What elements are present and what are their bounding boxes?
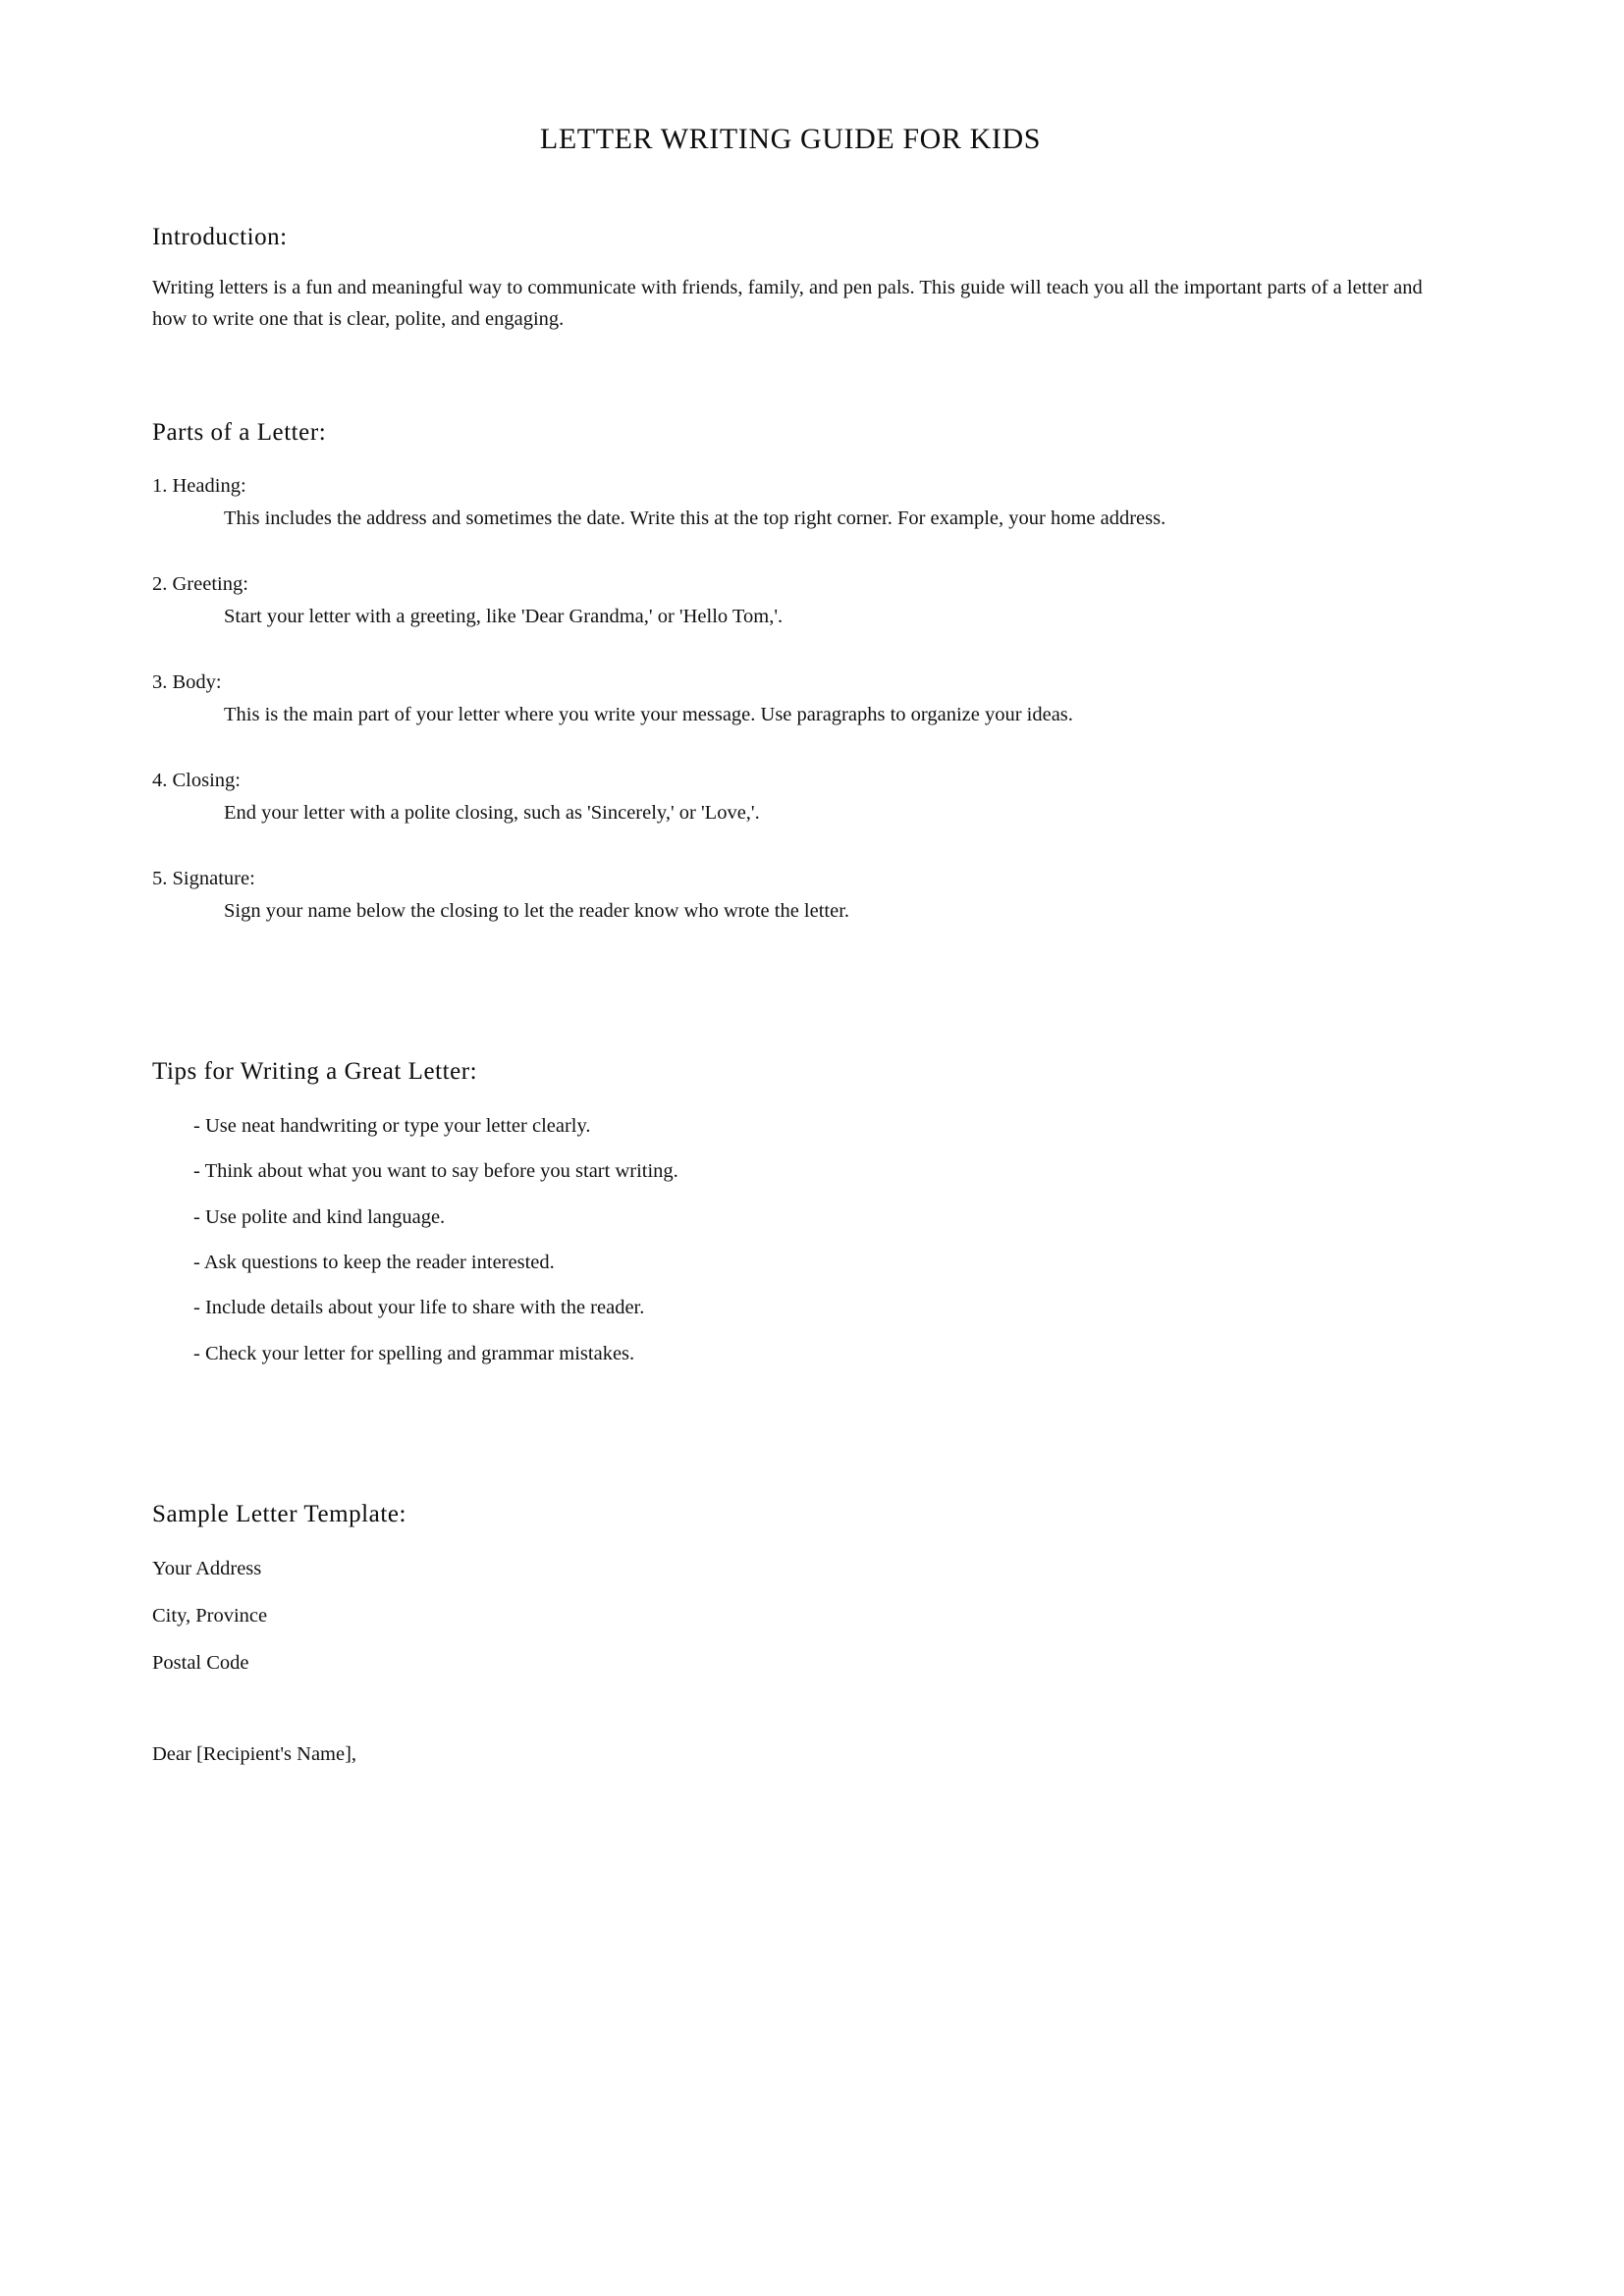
spacer xyxy=(152,1089,1429,1110)
spacer xyxy=(152,450,1429,471)
list-item: - Think about what you want to say before you start writing. xyxy=(193,1160,678,1183)
template-address-line: City, Province xyxy=(152,1605,268,1628)
part-description: Start your letter with a greeting, like 'Dear Grandma,' or 'Hello Tom,'. xyxy=(224,605,784,627)
part-label: 1. Heading: xyxy=(152,474,246,497)
list-item xyxy=(152,471,1429,534)
parts-of-a-letter-heading: Parts of a Letter: xyxy=(152,419,327,447)
part-label: 5. Signature: xyxy=(152,868,255,890)
list-item: - Check your letter for spelling and grammar mistakes. xyxy=(193,1342,635,1364)
section-introduction xyxy=(152,222,1429,335)
introduction-paragraph: Writing letters is a fun and meaningful way to communicate with friends, family, and pen pals. This guide will teach you all the important parts of a letter and how to write one that is clear, polite, and engaging. xyxy=(152,276,1423,330)
part-description: This is the main part of your letter where you write your message. Use paragraphs to organize your ideas. xyxy=(224,703,1073,725)
list-item xyxy=(152,766,1429,828)
section-sample-letter-template xyxy=(152,1499,1429,1770)
section-tips xyxy=(152,1056,1429,1369)
page-title: LETTER WRITING GUIDE FOR KIDS xyxy=(539,123,1042,155)
spacer xyxy=(152,157,1429,222)
spacer xyxy=(152,335,1429,417)
list-item: - Use neat handwriting or type your letter clearly. xyxy=(193,1114,591,1137)
template-salutation: Dear [Recipient's Name], xyxy=(152,1742,357,1765)
part-label: 4. Closing: xyxy=(152,770,241,792)
spacer xyxy=(152,927,1429,1056)
document-content xyxy=(152,0,1429,1786)
section-parts-of-a-letter xyxy=(152,417,1429,927)
list-item: - Use polite and kind language. xyxy=(193,1205,446,1228)
template-address-line: Postal Code xyxy=(152,1652,249,1675)
list-item xyxy=(152,667,1429,730)
part-label: 3. Body: xyxy=(152,671,222,694)
parts-list xyxy=(152,471,1429,928)
introduction-heading: Introduction: xyxy=(152,224,288,250)
spacer xyxy=(152,1531,1429,1553)
spacer xyxy=(152,254,1429,272)
part-description: Sign your name below the closing to let the reader know who wrote the letter. xyxy=(224,900,850,923)
sample-letter-template-heading: Sample Letter Template: xyxy=(152,1501,406,1528)
spacer xyxy=(152,1369,1429,1499)
tips-heading: Tips for Writing a Great Letter: xyxy=(152,1058,478,1086)
list-item xyxy=(152,569,1429,632)
list-item: - Ask questions to keep the reader interested. xyxy=(193,1252,555,1274)
part-label: 2. Greeting: xyxy=(152,572,248,595)
list-item: - Include details about your life to share with the reader. xyxy=(193,1297,645,1319)
template-address-line: Your Address xyxy=(152,1557,262,1579)
part-description: This includes the address and sometimes the date. Write this at the top right corner. For example, your home address. xyxy=(224,507,1166,529)
tips-list xyxy=(152,1110,1429,1369)
list-item xyxy=(152,864,1429,927)
spacer xyxy=(152,1695,1429,1738)
part-description: End your letter with a polite closing, such as 'Sincerely,' or 'Love,'. xyxy=(224,801,760,824)
